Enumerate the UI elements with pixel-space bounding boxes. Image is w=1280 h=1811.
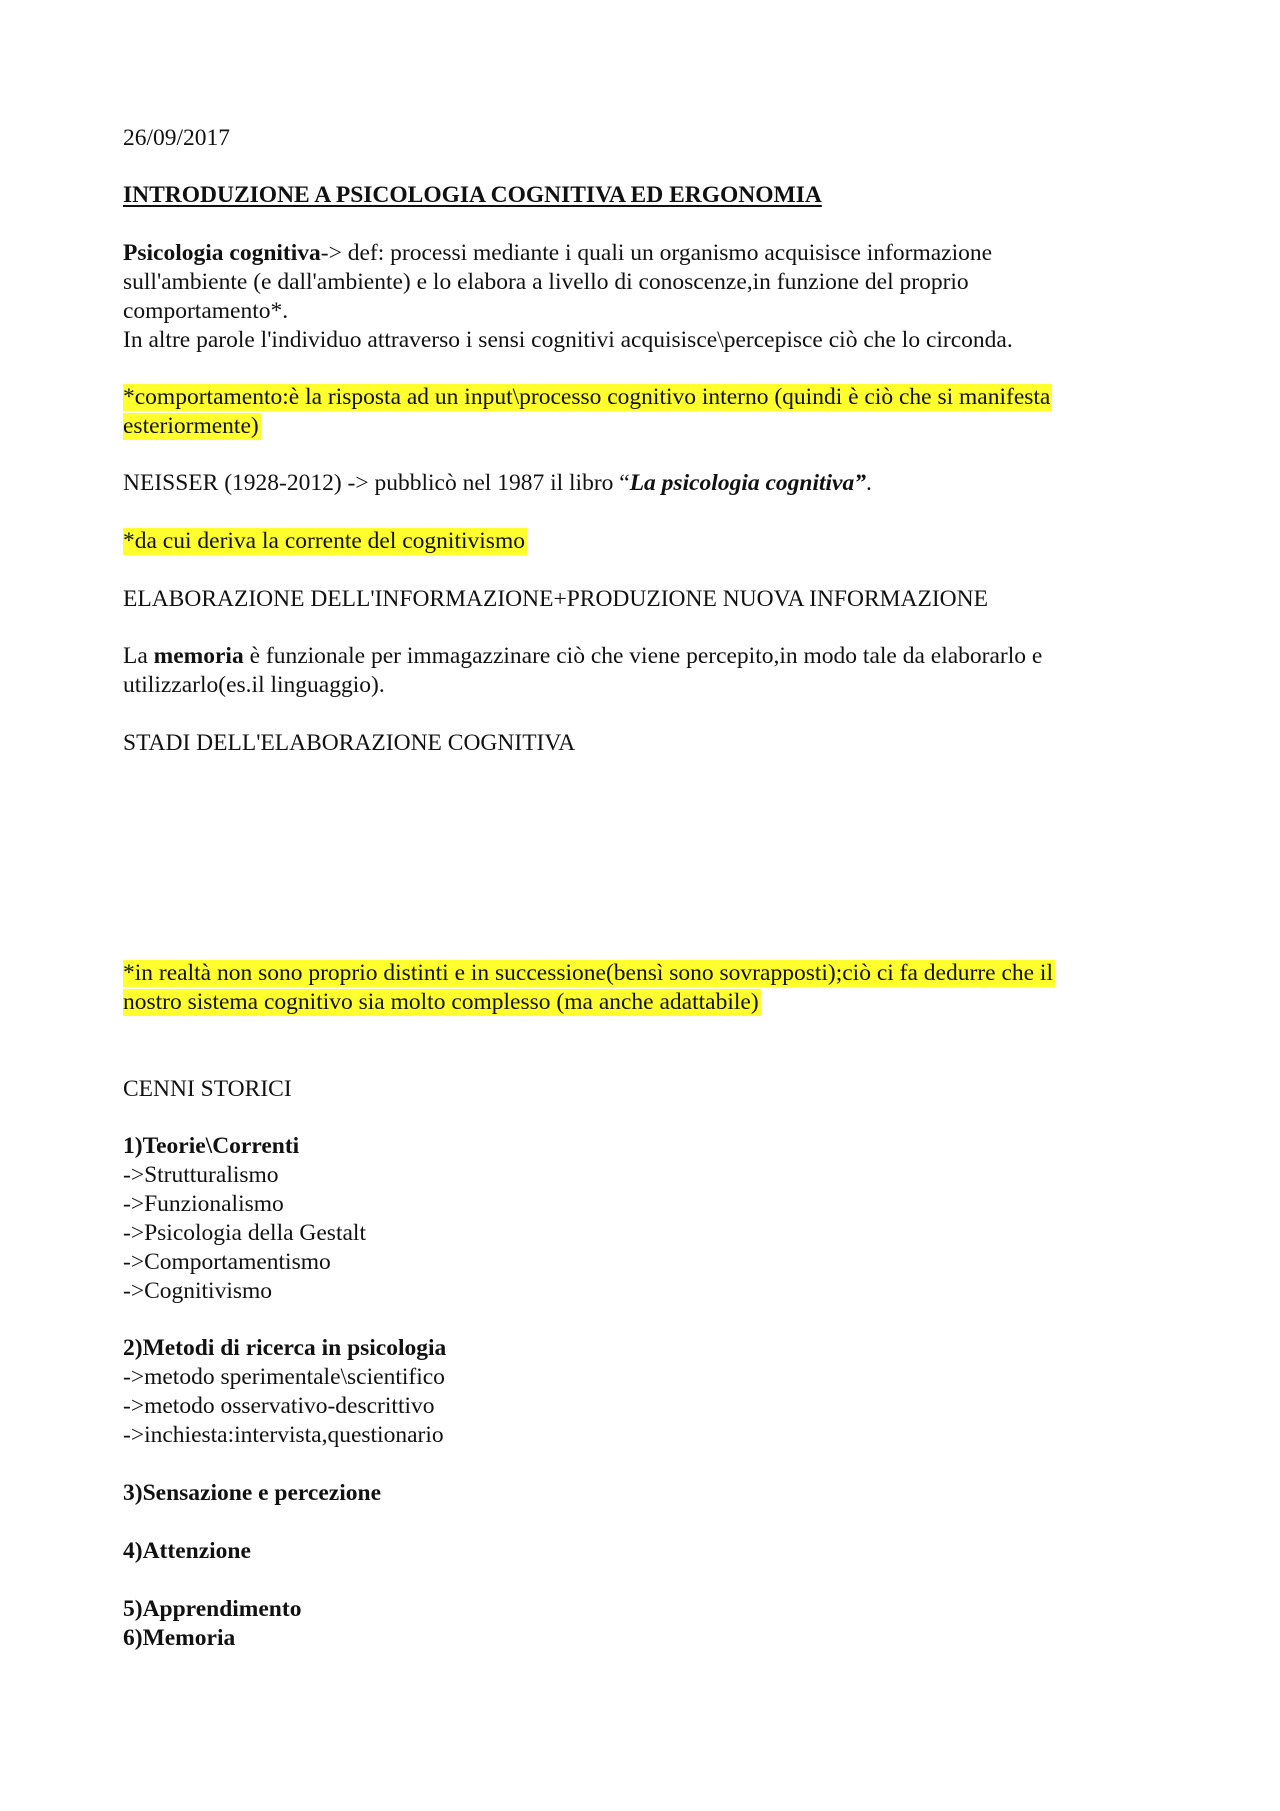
neisser-text: NEISSER (1928-2012) -> pubblicò nel 1987 il libro “ — [123, 470, 630, 496]
note-stadi-line-2 — [123, 988, 761, 1017]
document-date: 26/09/2017 — [123, 125, 231, 151]
definition-text: -> def: processi mediante i quali un organismo acquisisce informazione — [320, 240, 993, 266]
stadi-heading: STADI DELL'ELABORAZIONE COGNITIVA — [123, 730, 576, 756]
neisser-line — [123, 469, 872, 498]
section-6-title: 6)Memoria — [123, 1625, 236, 1651]
list-item: ->metodo osservativo-descrittivo — [123, 1393, 435, 1419]
memoria-before: La — [123, 643, 154, 669]
highlighted-text: esteriormente) — [123, 413, 259, 439]
section-2-title: 2)Metodi di ricerca in psicologia — [123, 1335, 447, 1361]
list-item: ->Funzionalismo — [123, 1191, 284, 1217]
highlighted-text: *in realtà non sono proprio distinti e in successione(bensì sono sovrapposti);ciò ci fa dedurre che il — [123, 960, 1053, 986]
list-item: ->Cognitivismo — [123, 1278, 273, 1304]
definition-line-1 — [123, 239, 992, 268]
section-5-title: 5)Apprendimento — [123, 1596, 302, 1622]
section-3-title: 3)Sensazione e percezione — [123, 1480, 382, 1506]
definition-line-4: In altre parole l'individuo attraverso i sensi cognitivi acquisisce\percepisce ciò che lo circonda. — [123, 327, 1013, 353]
section-4-title: 4)Attenzione — [123, 1538, 251, 1564]
definition-line-2: sull'ambiente (e dall'ambiente) e lo elabora a livello di conoscenze,in funzione del proprio — [123, 269, 969, 295]
highlighted-text: *da cui deriva la corrente del cognitivismo — [123, 528, 525, 554]
section-1-title: 1)Teorie\Correnti — [123, 1133, 300, 1159]
list-item: ->inchiesta:intervista,questionario — [123, 1422, 444, 1448]
cenni-heading: CENNI STORICI — [123, 1076, 292, 1102]
memoria-text: è funzionale per immagazzinare ciò che viene percepito,in modo tale da elaborarlo e — [243, 643, 1043, 669]
document-title: INTRODUZIONE A PSICOLOGIA COGNITIVA ED ERGONOMIA — [123, 182, 822, 208]
note-comportamento-line-2 — [123, 412, 261, 441]
list-item: ->metodo sperimentale\scientifico — [123, 1364, 445, 1390]
note-cognitivismo — [123, 527, 527, 556]
memoria-line-1 — [123, 642, 1042, 671]
definition-term: Psicologia cognitiva — [123, 240, 321, 266]
neisser-end: . — [866, 470, 872, 496]
list-item: ->Strutturalismo — [123, 1162, 279, 1188]
book-title: La psicologia cognitiva” — [629, 470, 866, 496]
list-item: ->Psicologia della Gestalt — [123, 1220, 366, 1246]
memoria-line-2: utilizzarlo(es.il linguaggio). — [123, 672, 385, 698]
definition-line-3: comportamento*. — [123, 298, 289, 324]
elaborazione-heading: ELABORAZIONE DELL'INFORMAZIONE+PRODUZIONE NUOVA INFORMAZIONE — [123, 586, 988, 612]
highlighted-text: nostro sistema cognitivo sia molto complesso (ma anche adattabile) — [123, 989, 759, 1015]
note-stadi-line-1 — [123, 959, 1055, 988]
highlighted-text: *comportamento:è la risposta ad un input\processo cognitivo interno (quindi è ciò che si manifesta — [123, 384, 1051, 410]
note-comportamento-line-1 — [123, 383, 1052, 412]
memoria-term: memoria — [153, 643, 244, 669]
list-item: ->Comportamentismo — [123, 1249, 331, 1275]
